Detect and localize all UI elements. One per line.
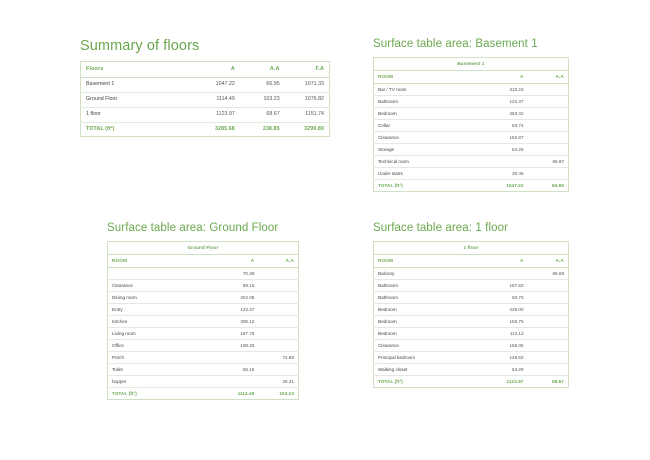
room-name: Porch bbox=[108, 352, 211, 364]
total-a: 3285.68 bbox=[195, 122, 240, 137]
table-row bbox=[374, 352, 569, 364]
room-aa bbox=[528, 352, 569, 364]
floor-fa: 1151.74 bbox=[285, 107, 330, 122]
basement-col-a: A bbox=[479, 71, 528, 84]
summary-total-row bbox=[81, 122, 330, 137]
ground-col-a: A bbox=[211, 255, 259, 268]
room-aa: 74.88 bbox=[258, 352, 298, 364]
room-aa bbox=[258, 268, 298, 280]
first-title: Surface table area: 1 floor bbox=[373, 222, 509, 234]
room-aa bbox=[528, 96, 569, 108]
table-row bbox=[108, 328, 299, 340]
room-name: Clearance bbox=[374, 132, 479, 144]
room-a: 123.47 bbox=[211, 304, 259, 316]
total-label: TOTAL (ft²) bbox=[81, 122, 196, 137]
table-row bbox=[374, 292, 569, 304]
floor-aa: 103.23 bbox=[240, 92, 285, 107]
room-aa bbox=[258, 340, 298, 352]
floor-name: 1 floor bbox=[81, 107, 196, 122]
room-a: 30.46 bbox=[479, 168, 528, 180]
room-a: 93.70 bbox=[479, 292, 528, 304]
summary-col-aa: A.A bbox=[240, 62, 285, 78]
room-name: hopper bbox=[108, 376, 211, 388]
room-name: Bathroom bbox=[374, 96, 479, 108]
table-row bbox=[374, 280, 569, 292]
summary-title: Summary of floors bbox=[80, 38, 200, 54]
room-a: 112.12 bbox=[479, 328, 528, 340]
room-name: Entry bbox=[108, 304, 211, 316]
floor-a: 1114.49 bbox=[195, 92, 240, 107]
summary-of-floors-section bbox=[80, 38, 330, 137]
ground-table bbox=[107, 241, 299, 400]
room-name: Cellar bbox=[374, 120, 479, 132]
table-row bbox=[374, 364, 569, 376]
first-col-a: A bbox=[479, 255, 528, 268]
summary-col-a: A bbox=[195, 62, 240, 78]
total-aa: 68.67 bbox=[528, 376, 569, 388]
room-name: Bar / TV room bbox=[374, 84, 479, 96]
room-a: 152.87 bbox=[479, 132, 528, 144]
first-floor-section bbox=[373, 222, 569, 388]
table-row bbox=[108, 304, 299, 316]
ground-col-room: ROOM bbox=[108, 255, 211, 268]
room-aa bbox=[528, 84, 569, 96]
table-row bbox=[108, 292, 299, 304]
summary-col-fa: F.A bbox=[285, 62, 330, 78]
room-aa bbox=[258, 280, 298, 292]
table-row bbox=[108, 364, 299, 376]
total-aa: 66.95 bbox=[528, 180, 569, 192]
room-aa bbox=[258, 316, 298, 328]
table-row bbox=[108, 316, 299, 328]
table-row bbox=[108, 280, 299, 292]
room-aa bbox=[528, 280, 569, 292]
table-row bbox=[81, 77, 330, 92]
table-row bbox=[374, 328, 569, 340]
first-header-row bbox=[374, 255, 569, 268]
room-aa bbox=[258, 328, 298, 340]
floor-aa: 66.95 bbox=[240, 77, 285, 92]
table-row bbox=[374, 168, 569, 180]
room-aa bbox=[258, 292, 298, 304]
table-row bbox=[374, 84, 569, 96]
room-a bbox=[211, 376, 259, 388]
ground-caption-row bbox=[108, 242, 299, 255]
summary-table bbox=[80, 61, 330, 137]
room-name: Bathroom bbox=[374, 280, 479, 292]
room-aa bbox=[528, 168, 569, 180]
table-row bbox=[108, 268, 299, 280]
room-a: 63.29 bbox=[479, 364, 528, 376]
room-name: Walking closet bbox=[374, 364, 479, 376]
basement-total-row bbox=[374, 180, 569, 192]
room-name: Living room bbox=[108, 328, 211, 340]
total-aa: 238.85 bbox=[240, 122, 285, 137]
room-name: Bedroom bbox=[374, 304, 479, 316]
total-a: 1047.22 bbox=[479, 180, 528, 192]
room-a: 263.32 bbox=[479, 108, 528, 120]
room-name: Technical room bbox=[374, 156, 479, 168]
summary-header-row bbox=[81, 62, 330, 78]
table-row bbox=[374, 304, 569, 316]
table-row bbox=[374, 156, 569, 168]
ground-col-aa: A.A bbox=[258, 255, 298, 268]
room-a: 84.25 bbox=[479, 144, 528, 156]
room-a bbox=[479, 156, 528, 168]
room-aa bbox=[528, 292, 569, 304]
first-total-row bbox=[374, 376, 569, 388]
total-aa: 103.23 bbox=[258, 388, 298, 400]
basement-table bbox=[373, 57, 569, 192]
total-a: 1123.97 bbox=[479, 376, 528, 388]
room-a: 83.74 bbox=[479, 120, 528, 132]
room-a: 108.33 bbox=[211, 340, 259, 352]
room-aa bbox=[528, 304, 569, 316]
room-aa bbox=[258, 304, 298, 316]
room-name: Clearance bbox=[108, 280, 211, 292]
room-a bbox=[211, 352, 259, 364]
table-row bbox=[374, 268, 569, 280]
room-a: 157.62 bbox=[479, 280, 528, 292]
room-a: 204.08 bbox=[211, 292, 259, 304]
room-name: Office bbox=[108, 340, 211, 352]
room-name: Clearance bbox=[374, 340, 479, 352]
room-name bbox=[108, 268, 211, 280]
table-row bbox=[81, 107, 330, 122]
room-aa bbox=[258, 364, 298, 376]
ground-header-row bbox=[108, 255, 299, 268]
total-fa: 3299.89 bbox=[285, 122, 330, 137]
basement-title: Surface table area: Basement 1 bbox=[373, 38, 538, 50]
floor-aa: 68.67 bbox=[240, 107, 285, 122]
table-row bbox=[108, 376, 299, 388]
room-a: 122.37 bbox=[479, 96, 528, 108]
room-aa bbox=[528, 364, 569, 376]
basement-header-row bbox=[374, 71, 569, 84]
table-row bbox=[374, 108, 569, 120]
room-name: Bedroom bbox=[374, 316, 479, 328]
floor-fa: 1071.33 bbox=[285, 77, 330, 92]
room-a: 305.12 bbox=[211, 316, 259, 328]
room-aa: 28.31 bbox=[258, 376, 298, 388]
first-col-room: ROOM bbox=[374, 255, 479, 268]
total-a: 1114.49 bbox=[211, 388, 259, 400]
table-row bbox=[374, 144, 569, 156]
room-name: Under stairs bbox=[374, 168, 479, 180]
room-name: Kitchen bbox=[108, 316, 211, 328]
floor-a: 1047.22 bbox=[195, 77, 240, 92]
basement-caption: Basement 1 bbox=[374, 58, 569, 71]
first-table bbox=[373, 241, 569, 388]
table-row bbox=[374, 96, 569, 108]
room-name: Storage bbox=[374, 144, 479, 156]
floor-fa: 1076.82 bbox=[285, 92, 330, 107]
room-a: 59.16 bbox=[211, 280, 259, 292]
room-name: Balcony bbox=[374, 268, 479, 280]
room-aa: 66.97 bbox=[528, 156, 569, 168]
room-aa bbox=[528, 132, 569, 144]
room-name: Principal bedroom bbox=[374, 352, 479, 364]
summary-col-floors: Floors bbox=[81, 62, 196, 78]
room-a: 228.00 bbox=[479, 304, 528, 316]
table-row bbox=[374, 120, 569, 132]
table-row bbox=[108, 352, 299, 364]
ground-caption: Ground Floor bbox=[108, 242, 299, 255]
room-aa bbox=[528, 144, 569, 156]
basement-col-aa: A.A bbox=[528, 71, 569, 84]
room-aa bbox=[528, 328, 569, 340]
room-a: 187.76 bbox=[211, 328, 259, 340]
basement-section bbox=[373, 38, 569, 192]
room-a bbox=[479, 268, 528, 280]
room-a: 56.16 bbox=[211, 364, 259, 376]
room-aa bbox=[528, 120, 569, 132]
first-col-aa: A.A bbox=[528, 255, 569, 268]
ground-floor-section bbox=[107, 222, 299, 400]
room-a: 148.52 bbox=[479, 352, 528, 364]
room-a: 165.06 bbox=[479, 340, 528, 352]
total-label: TOTAL (ft²) bbox=[374, 180, 479, 192]
first-caption-row bbox=[374, 242, 569, 255]
room-aa: 68.69 bbox=[528, 268, 569, 280]
room-aa bbox=[528, 108, 569, 120]
room-name: Dining room bbox=[108, 292, 211, 304]
total-label: TOTAL (ft²) bbox=[374, 376, 479, 388]
room-name: Toilet bbox=[108, 364, 211, 376]
table-row bbox=[81, 92, 330, 107]
ground-total-row bbox=[108, 388, 299, 400]
first-caption: 1 floor bbox=[374, 242, 569, 255]
room-name: Bedroom bbox=[374, 328, 479, 340]
table-row bbox=[374, 316, 569, 328]
room-name: Bedroom bbox=[374, 108, 479, 120]
room-name: Bathroom bbox=[374, 292, 479, 304]
table-row bbox=[374, 340, 569, 352]
table-row bbox=[374, 132, 569, 144]
ground-title: Surface table area: Ground Floor bbox=[107, 222, 279, 234]
floor-a: 1123.97 bbox=[195, 107, 240, 122]
room-a: 155.75 bbox=[479, 316, 528, 328]
floor-name: Ground Floor bbox=[81, 92, 196, 107]
basement-col-room: ROOM bbox=[374, 71, 479, 84]
table-row bbox=[108, 340, 299, 352]
total-label: TOTAL (ft²) bbox=[108, 388, 211, 400]
floor-name: Basement 1 bbox=[81, 77, 196, 92]
room-a: 310.23 bbox=[479, 84, 528, 96]
room-aa bbox=[528, 316, 569, 328]
room-aa bbox=[528, 340, 569, 352]
room-a: 70.38 bbox=[211, 268, 259, 280]
basement-caption-row bbox=[374, 58, 569, 71]
